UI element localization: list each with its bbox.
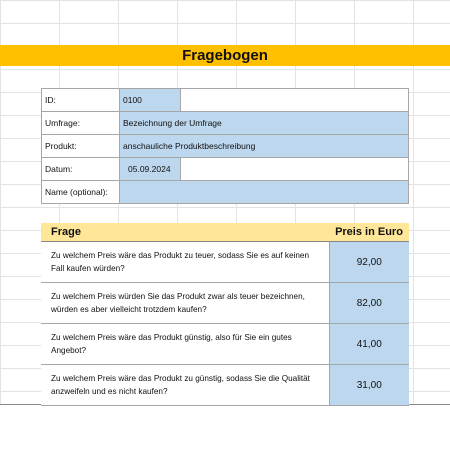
id-value-cell[interactable]: 0100 bbox=[120, 89, 181, 112]
date-label: Datum: bbox=[42, 158, 120, 181]
info-table bbox=[41, 88, 409, 204]
column-header-question: Frage bbox=[41, 223, 329, 242]
question-table bbox=[41, 223, 409, 406]
info-row-id bbox=[42, 89, 409, 112]
table-row bbox=[41, 283, 409, 324]
question-text: Zu welchem Preis wäre das Produkt günstig, also für Sie ein gutes Angebot? bbox=[41, 324, 329, 365]
page-title: Fragebogen bbox=[0, 45, 450, 66]
survey-label: Umfrage: bbox=[42, 112, 120, 135]
name-value-cell[interactable] bbox=[120, 181, 409, 204]
id-empty-cell[interactable] bbox=[181, 89, 409, 112]
product-label: Produkt: bbox=[42, 135, 120, 158]
question-text: Zu welchem Preis wäre das Produkt zu günstig, sodass Sie die Qualität anzweifeln und es nicht kaufen? bbox=[41, 365, 329, 406]
info-row-date bbox=[42, 158, 409, 181]
price-cell[interactable]: 82,00 bbox=[329, 283, 409, 324]
price-cell[interactable]: 31,00 bbox=[329, 365, 409, 406]
price-cell[interactable]: 92,00 bbox=[329, 242, 409, 283]
info-row-product bbox=[42, 135, 409, 158]
table-row bbox=[41, 324, 409, 365]
id-label: ID: bbox=[42, 89, 120, 112]
name-label: Name (optional): bbox=[42, 181, 120, 204]
product-value-cell[interactable]: anschauliche Produktbeschreibung bbox=[120, 135, 409, 158]
question-text: Zu welchem Preis würden Sie das Produkt zwar als teuer bezeichnen, würden es aber vielleicht trotzdem kaufen? bbox=[41, 283, 329, 324]
table-row bbox=[41, 242, 409, 283]
date-value-cell[interactable]: 05.09.2024 bbox=[120, 158, 181, 181]
info-row-name bbox=[42, 181, 409, 204]
question-text: Zu welchem Preis wäre das Produkt zu teuer, sodass Sie es auf keinen Fall kaufen würden? bbox=[41, 242, 329, 283]
survey-value-cell[interactable]: Bezeichnung der Umfrage bbox=[120, 112, 409, 135]
column-header-price: Preis in Euro bbox=[329, 223, 409, 242]
table-row bbox=[41, 365, 409, 406]
price-cell[interactable]: 41,00 bbox=[329, 324, 409, 365]
question-table-header bbox=[41, 223, 409, 242]
info-row-survey bbox=[42, 112, 409, 135]
date-empty-cell[interactable] bbox=[181, 158, 409, 181]
